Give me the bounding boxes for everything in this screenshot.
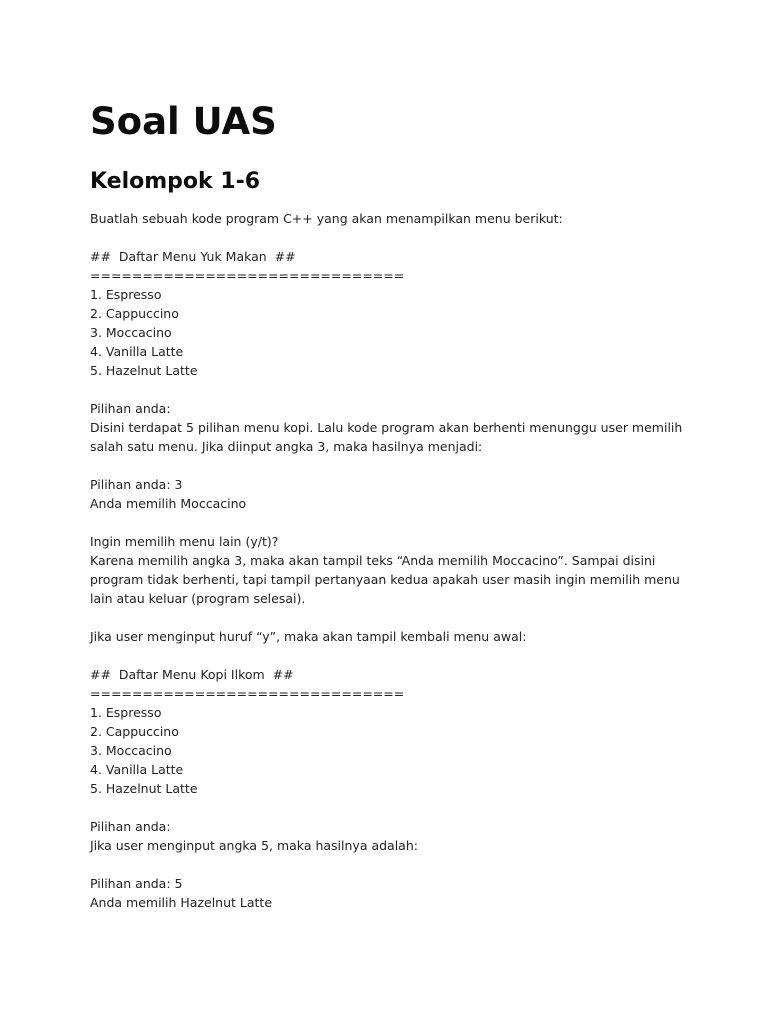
paragraph-line: Karena memilih angka 3, maka akan tampil teks “Anda memilih Moccacino”. Sampai disini <box>90 553 656 568</box>
menu-item: 2. Cappuccino <box>90 724 179 739</box>
menu-item: 5. Hazelnut Latte <box>90 781 198 796</box>
paragraph-line: Jika user menginput angka 5, maka hasilnya adalah: <box>90 838 418 853</box>
page-title: Soal UAS <box>90 100 277 143</box>
menu-item: 1. Espresso <box>90 705 162 720</box>
menu-item: 3. Moccacino <box>90 325 172 340</box>
paragraph-line: Jika user menginput huruf “y”, maka akan tampil kembali menu awal: <box>90 629 527 644</box>
menu-item: 3. Moccacino <box>90 743 172 758</box>
menu-item: 2. Cappuccino <box>90 306 179 321</box>
menu-heading: ## Daftar Menu Kopi Ilkom ## <box>90 667 294 682</box>
prompt-text: Pilihan anda: <box>90 401 171 416</box>
paragraph-line: program tidak berhenti, tapi tampil pertanyaan kedua apakah user masih ingin memilih menu <box>90 572 680 587</box>
section-heading: Kelompok 1-6 <box>90 169 261 194</box>
menu-separator: ============================== <box>90 686 405 701</box>
menu-heading: ## Daftar Menu Yuk Makan ## <box>90 249 296 264</box>
paragraph-line: Disini terdapat 5 pilihan menu kopi. Lalu kode program akan berhenti menunggu user memilih <box>90 420 683 435</box>
menu-item: 4. Vanilla Latte <box>90 762 184 777</box>
paragraph-line: salah satu menu. Jika diinput angka 3, maka hasilnya menjadi: <box>90 439 483 454</box>
instruction-text: Buatlah sebuah kode program C++ yang akan menampilkan menu berikut: <box>90 211 563 226</box>
example-input: Pilihan anda: 5 <box>90 876 183 891</box>
example-output: Anda memilih Moccacino <box>90 496 247 511</box>
prompt-text: Ingin memilih menu lain (y/t)? <box>90 534 279 549</box>
paragraph-line: lain atau keluar (program selesai). <box>90 591 306 606</box>
example-input: Pilihan anda: 3 <box>90 477 183 492</box>
example-output: Anda memilih Hazelnut Latte <box>90 895 273 910</box>
menu-item: 4. Vanilla Latte <box>90 344 184 359</box>
menu-item: 5. Hazelnut Latte <box>90 363 198 378</box>
prompt-text: Pilihan anda: <box>90 819 171 834</box>
menu-item: 1. Espresso <box>90 287 162 302</box>
menu-separator: ============================== <box>90 268 405 283</box>
